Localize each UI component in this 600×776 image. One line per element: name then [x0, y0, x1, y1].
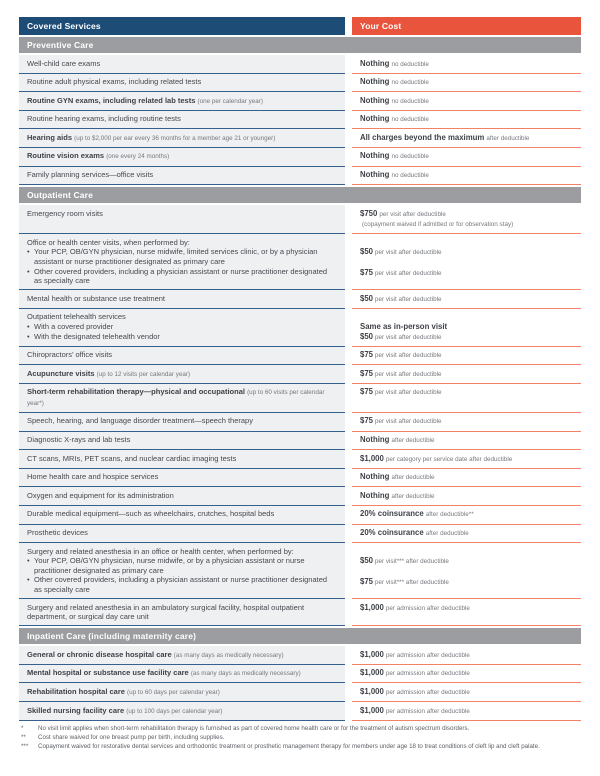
- cost-amount: Nothing: [360, 170, 390, 180]
- cost-line: [360, 77, 573, 88]
- cost-line: [360, 209, 573, 220]
- service-cell: [19, 365, 345, 384]
- table-row: [19, 111, 581, 130]
- service-name: Short-term rehabilitation therapy—physical and occupational: [27, 387, 245, 397]
- bullet-item: [27, 332, 337, 342]
- service-cell: [19, 74, 345, 93]
- cost-detail: per admission after deductible: [385, 688, 470, 696]
- service-note: (one every 24 months): [106, 153, 170, 161]
- service-cell: [19, 55, 345, 74]
- table-row: [19, 205, 581, 234]
- cost-cell: [352, 450, 581, 469]
- cost-detail: per category per service date after deductible: [385, 455, 513, 463]
- cost-line: [360, 114, 573, 125]
- cost-amount: $75: [360, 267, 374, 277]
- cost-line: [360, 416, 573, 427]
- cost-line: [360, 294, 573, 305]
- cost-line: [360, 369, 573, 380]
- table-row: [19, 129, 581, 148]
- cost-detail: per visit after deductible: [375, 389, 442, 397]
- service-name: Surgery and related anesthesia in an ambulatory surgical facility, hospital outpatient department, or surgical day care unit: [27, 602, 305, 622]
- cost-detail: no deductible: [391, 153, 429, 161]
- cost-detail: after deductible: [486, 134, 530, 142]
- service-name: Chiropractors’ office visits: [27, 350, 113, 360]
- cost-detail: per visit after deductible: [379, 210, 446, 218]
- cost-cell: [352, 665, 581, 684]
- service-name: Routine adult physical exams, including related tests: [27, 77, 202, 87]
- service-cell: [19, 506, 345, 525]
- service-name: Emergency room visits: [27, 208, 103, 218]
- service-name: Routine vision exams: [27, 151, 105, 161]
- cost-amount: $1,000: [360, 705, 384, 715]
- cost-line: [360, 509, 573, 520]
- cost-amount: 20% coinsurance: [360, 509, 424, 519]
- service-cell: [19, 347, 345, 366]
- cost-cell: [352, 111, 581, 130]
- cost-amount: Nothing: [360, 58, 390, 68]
- cost-cell: [352, 290, 581, 309]
- table-row: [19, 646, 581, 665]
- footnote-item: [19, 724, 581, 733]
- service-cell: [19, 599, 345, 626]
- service-cell: [19, 646, 345, 665]
- cost-detail: per visit*** after deductible: [375, 558, 449, 566]
- service-intro: Outpatient telehealth services: [27, 312, 126, 322]
- table-row: [19, 365, 581, 384]
- service-note: (up to 12 visits per calendar year): [96, 370, 191, 378]
- cost-detail: after deductible: [391, 474, 435, 482]
- service-name: Diagnostic X-rays and lab tests: [27, 435, 131, 445]
- footnote-item: [19, 742, 581, 751]
- table-row: [19, 55, 581, 74]
- table-row: [19, 309, 581, 347]
- service-note: (up to 60 visits per calendar year*): [27, 389, 325, 407]
- service-cell: [19, 234, 345, 290]
- service-name: CT scans, MRIs, PET scans, and nuclear cardiac imaging tests: [27, 453, 237, 463]
- cost-cell: [352, 167, 581, 186]
- cost-cell: [352, 432, 581, 451]
- service-cell: [19, 205, 345, 234]
- service-name: Well-child care exams: [27, 58, 101, 68]
- cost-line: [360, 472, 573, 483]
- cost-detail: no deductible: [391, 116, 429, 124]
- service-note: (up to 60 days per calendar year): [127, 688, 220, 696]
- service-note: (one per calendar year): [197, 97, 263, 105]
- bullet-icon: •: [27, 556, 30, 566]
- your-cost-header: Your Cost: [352, 17, 581, 35]
- service-note: (as many days as medically necessary): [173, 651, 284, 659]
- cost-amount: $75: [360, 576, 374, 586]
- service-cell: [19, 665, 345, 684]
- cost-detail: per visit after deductible: [375, 333, 442, 341]
- cost-line: [360, 350, 573, 361]
- cost-line: [360, 668, 573, 679]
- cost-amount: Same as in-person visit: [360, 321, 448, 331]
- cost-amount: $50: [360, 556, 374, 566]
- cost-detail: per visit after deductible: [375, 418, 442, 426]
- service-name: Hearing aids: [27, 132, 73, 142]
- footnote-text: No visit limit applies when short-term rehabilitation therapy is furnished as part of covered home health care or for the treatment of autism spectrum disorders.: [38, 724, 470, 732]
- cost-detail: after deductible: [391, 437, 435, 445]
- service-name: Mental health or substance use treatment: [27, 293, 165, 303]
- cost-line: [360, 247, 573, 258]
- cost-detail: per visit after deductible: [375, 269, 442, 277]
- service-cell: [19, 487, 345, 506]
- cost-cell: [352, 129, 581, 148]
- table-row: [19, 543, 581, 599]
- cost-detail: per visit after deductible: [375, 249, 442, 257]
- cost-cell: [352, 234, 581, 290]
- service-cell: [19, 148, 345, 167]
- table-row: [19, 432, 581, 451]
- cost-cell: [352, 543, 581, 599]
- table-row: [19, 74, 581, 93]
- cost-line: [360, 268, 573, 279]
- section-header: Inpatient Care (including maternity care): [19, 628, 581, 644]
- service-cell: [19, 384, 345, 413]
- cost-line: [360, 387, 573, 398]
- cost-detail: after deductible: [425, 530, 469, 538]
- cost-line: [360, 528, 573, 539]
- cost-cell: [352, 92, 581, 111]
- cost-cell: [352, 702, 581, 721]
- bullet-item: [27, 556, 337, 575]
- cost-detail: per visit*** after deductible: [375, 578, 449, 586]
- cost-amount: All charges beyond the maximum: [360, 132, 485, 142]
- service-cell: [19, 450, 345, 469]
- service-intro: Office or health center visits, when performed by:: [27, 237, 190, 247]
- cost-amount: $75: [360, 350, 374, 360]
- cost-amount: $50: [360, 331, 374, 341]
- bullet-icon: •: [27, 322, 30, 331]
- cost-amount: $75: [360, 416, 374, 426]
- cost-line: [360, 435, 573, 446]
- service-note: (up to 100 days per calendar year): [126, 707, 223, 715]
- service-note: (as many days as medically necessary): [190, 670, 301, 678]
- cost-detail: (copayment waived if admitted or for observation stay): [362, 221, 514, 229]
- cost-line: [360, 59, 573, 70]
- cost-cell: [352, 205, 581, 234]
- cost-line: [360, 96, 573, 107]
- cost-detail: per visit after deductible: [375, 352, 442, 360]
- cost-amount: $1,000: [360, 649, 384, 659]
- footnote-marker: **: [21, 733, 26, 741]
- cost-line: [360, 603, 573, 614]
- cost-detail: no deductible: [391, 97, 429, 105]
- cost-line: [360, 454, 573, 465]
- cost-line: [360, 219, 573, 230]
- footnote-marker: *: [21, 724, 24, 732]
- bullet-icon: •: [27, 575, 30, 585]
- service-cell: [19, 543, 345, 599]
- service-cell: [19, 309, 345, 347]
- cost-detail: per visit after deductible: [375, 370, 442, 378]
- cost-amount: Nothing: [360, 151, 390, 161]
- cost-detail: no deductible: [391, 172, 429, 180]
- section-header: Outpatient Care: [19, 187, 581, 203]
- bullet-icon: •: [27, 266, 30, 276]
- cost-amount: Nothing: [360, 472, 390, 482]
- service-intro: Surgery and related anesthesia in an office or health center, when performed by:: [27, 546, 294, 556]
- table-row: [19, 506, 581, 525]
- cost-amount: $1,000: [360, 668, 384, 678]
- cost-amount: $1,000: [360, 453, 384, 463]
- cost-line: [360, 650, 573, 661]
- cost-amount: $75: [360, 387, 374, 397]
- footnote-item: [19, 733, 581, 742]
- service-name: Mental hospital or substance use facility care: [27, 668, 189, 678]
- cost-cell: [352, 365, 581, 384]
- table-row: [19, 665, 581, 684]
- cost-cell: [352, 683, 581, 702]
- table-row: [19, 167, 581, 186]
- bullet-text: Other covered providers, including a physician assistant or nurse practitioner designated as specialty care: [34, 266, 328, 286]
- cost-detail: no deductible: [391, 60, 429, 68]
- bullet-text: Other covered providers, including a physician assistant or nurse practitioner designated as specialty care: [34, 575, 328, 594]
- cost-cell: [352, 599, 581, 626]
- service-cell: [19, 469, 345, 488]
- cost-amount: Nothing: [360, 114, 390, 124]
- cost-detail: per visit after deductible: [375, 295, 442, 303]
- cost-cell: [352, 74, 581, 93]
- service-name: Routine GYN exams, including related lab tests: [27, 95, 196, 105]
- bullet-icon: •: [27, 331, 30, 341]
- table-row: [19, 384, 581, 413]
- cost-cell: [352, 646, 581, 665]
- service-note: (up to $2,000 per ear every 36 months for a member age 21 or younger): [74, 134, 276, 142]
- cost-line: [360, 151, 573, 162]
- table-row: [19, 413, 581, 432]
- service-name: Skilled nursing facility care: [27, 705, 125, 715]
- bullet-text: With a covered provider: [34, 322, 114, 331]
- footnote-marker: ***: [21, 742, 29, 750]
- cost-line: [360, 170, 573, 181]
- service-cell: [19, 290, 345, 309]
- bullet-text: Your PCP, OB/GYN physician, nurse midwife, limited services clinic, or by a physician assistant or nurse practitioner designated as primary care: [34, 247, 318, 267]
- cost-cell: [352, 525, 581, 544]
- cost-line: [360, 332, 573, 343]
- cost-amount: Nothing: [360, 490, 390, 500]
- table-row: [19, 469, 581, 488]
- cost-detail: per admission after deductible: [385, 604, 470, 612]
- cost-cell: [352, 487, 581, 506]
- cost-amount: Nothing: [360, 77, 390, 87]
- table-row: [19, 290, 581, 309]
- benefits-table-body: [19, 37, 581, 721]
- service-name: Acupuncture visits: [27, 368, 95, 378]
- cost-line: [360, 133, 573, 144]
- service-cell: [19, 432, 345, 451]
- cost-detail: after deductible**: [425, 511, 474, 519]
- bullet-text: With the designated telehealth vendor: [34, 331, 160, 341]
- cost-detail: per admission after deductible: [385, 670, 470, 678]
- cost-line: [360, 706, 573, 717]
- table-row: [19, 450, 581, 469]
- footnote-text: Cost share waived for one breast pump per birth, including supplies.: [38, 733, 225, 741]
- cost-line: [360, 556, 573, 567]
- bullet-item: [27, 575, 337, 594]
- section-header: Preventive Care: [19, 37, 581, 53]
- cost-detail: per admission after deductible: [385, 651, 470, 659]
- service-name: Routine hearing exams, including routine tests: [27, 114, 181, 124]
- bullet-text: Your PCP, OB/GYN physician, nurse midwife, or by a physician assistant or nurse practitioner designated as primary care: [34, 556, 305, 575]
- cost-detail: no deductible: [391, 79, 429, 87]
- cost-detail: after deductible: [391, 492, 435, 500]
- cost-amount: 20% coinsurance: [360, 528, 424, 538]
- cost-amount: Nothing: [360, 435, 390, 445]
- cost-cell: [352, 148, 581, 167]
- service-cell: [19, 702, 345, 721]
- service-cell: [19, 111, 345, 130]
- footnote-text: Copayment waived for restorative dental services and orthodontic treatment or prosthetic management therapy for members under age 18 to treat conditions of cleft lip and cleft palate.: [38, 742, 540, 750]
- service-name: Home health care and hospice services: [27, 472, 159, 482]
- service-cell: [19, 92, 345, 111]
- bullet-item: [27, 267, 337, 286]
- cost-cell: [352, 347, 581, 366]
- table-row: [19, 487, 581, 506]
- cost-cell: [352, 469, 581, 488]
- cost-line: [360, 687, 573, 698]
- table-header-row: [19, 17, 581, 35]
- bullet-item: [27, 247, 337, 266]
- footnotes: [19, 724, 581, 751]
- service-cell: [19, 525, 345, 544]
- table-row: [19, 347, 581, 366]
- service-name: Prosthetic devices: [27, 528, 88, 538]
- table-row: [19, 599, 581, 626]
- service-cell: [19, 683, 345, 702]
- cost-amount: $1,000: [360, 686, 384, 696]
- cost-detail: per admission after deductible: [385, 707, 470, 715]
- cost-amount: $1,000: [360, 602, 384, 612]
- service-name: Speech, hearing, and language disorder treatment—speech therapy: [27, 416, 253, 426]
- table-row: [19, 702, 581, 721]
- service-cell: [19, 167, 345, 186]
- bullet-item: [27, 322, 337, 332]
- service-name: Family planning services—office visits: [27, 170, 154, 180]
- table-row: [19, 234, 581, 290]
- cost-amount: Nothing: [360, 95, 390, 105]
- cost-line: [360, 491, 573, 502]
- covered-services-header: Covered Services: [19, 17, 345, 35]
- table-row: [19, 525, 581, 544]
- service-cell: [19, 413, 345, 432]
- cost-amount: $75: [360, 368, 374, 378]
- table-row: [19, 92, 581, 111]
- service-cell: [19, 129, 345, 148]
- cost-cell: [352, 413, 581, 432]
- cost-amount: $50: [360, 293, 374, 303]
- cost-line: [360, 322, 573, 332]
- cost-cell: [352, 384, 581, 413]
- table-row: [19, 148, 581, 167]
- cost-cell: [352, 506, 581, 525]
- cost-cell: [352, 309, 581, 347]
- service-name: Oxygen and equipment for its administration: [27, 490, 174, 500]
- cost-amount: $50: [360, 247, 374, 257]
- service-name: Durable medical equipment—such as wheelchairs, crutches, hospital beds: [27, 509, 275, 519]
- cost-line: [360, 577, 573, 588]
- service-name: General or chronic disease hospital care: [27, 649, 172, 659]
- cost-amount: $750: [360, 208, 378, 218]
- cost-cell: [352, 55, 581, 74]
- bullet-icon: •: [27, 247, 30, 257]
- service-name: Rehabilitation hospital care: [27, 686, 125, 696]
- table-row: [19, 683, 581, 702]
